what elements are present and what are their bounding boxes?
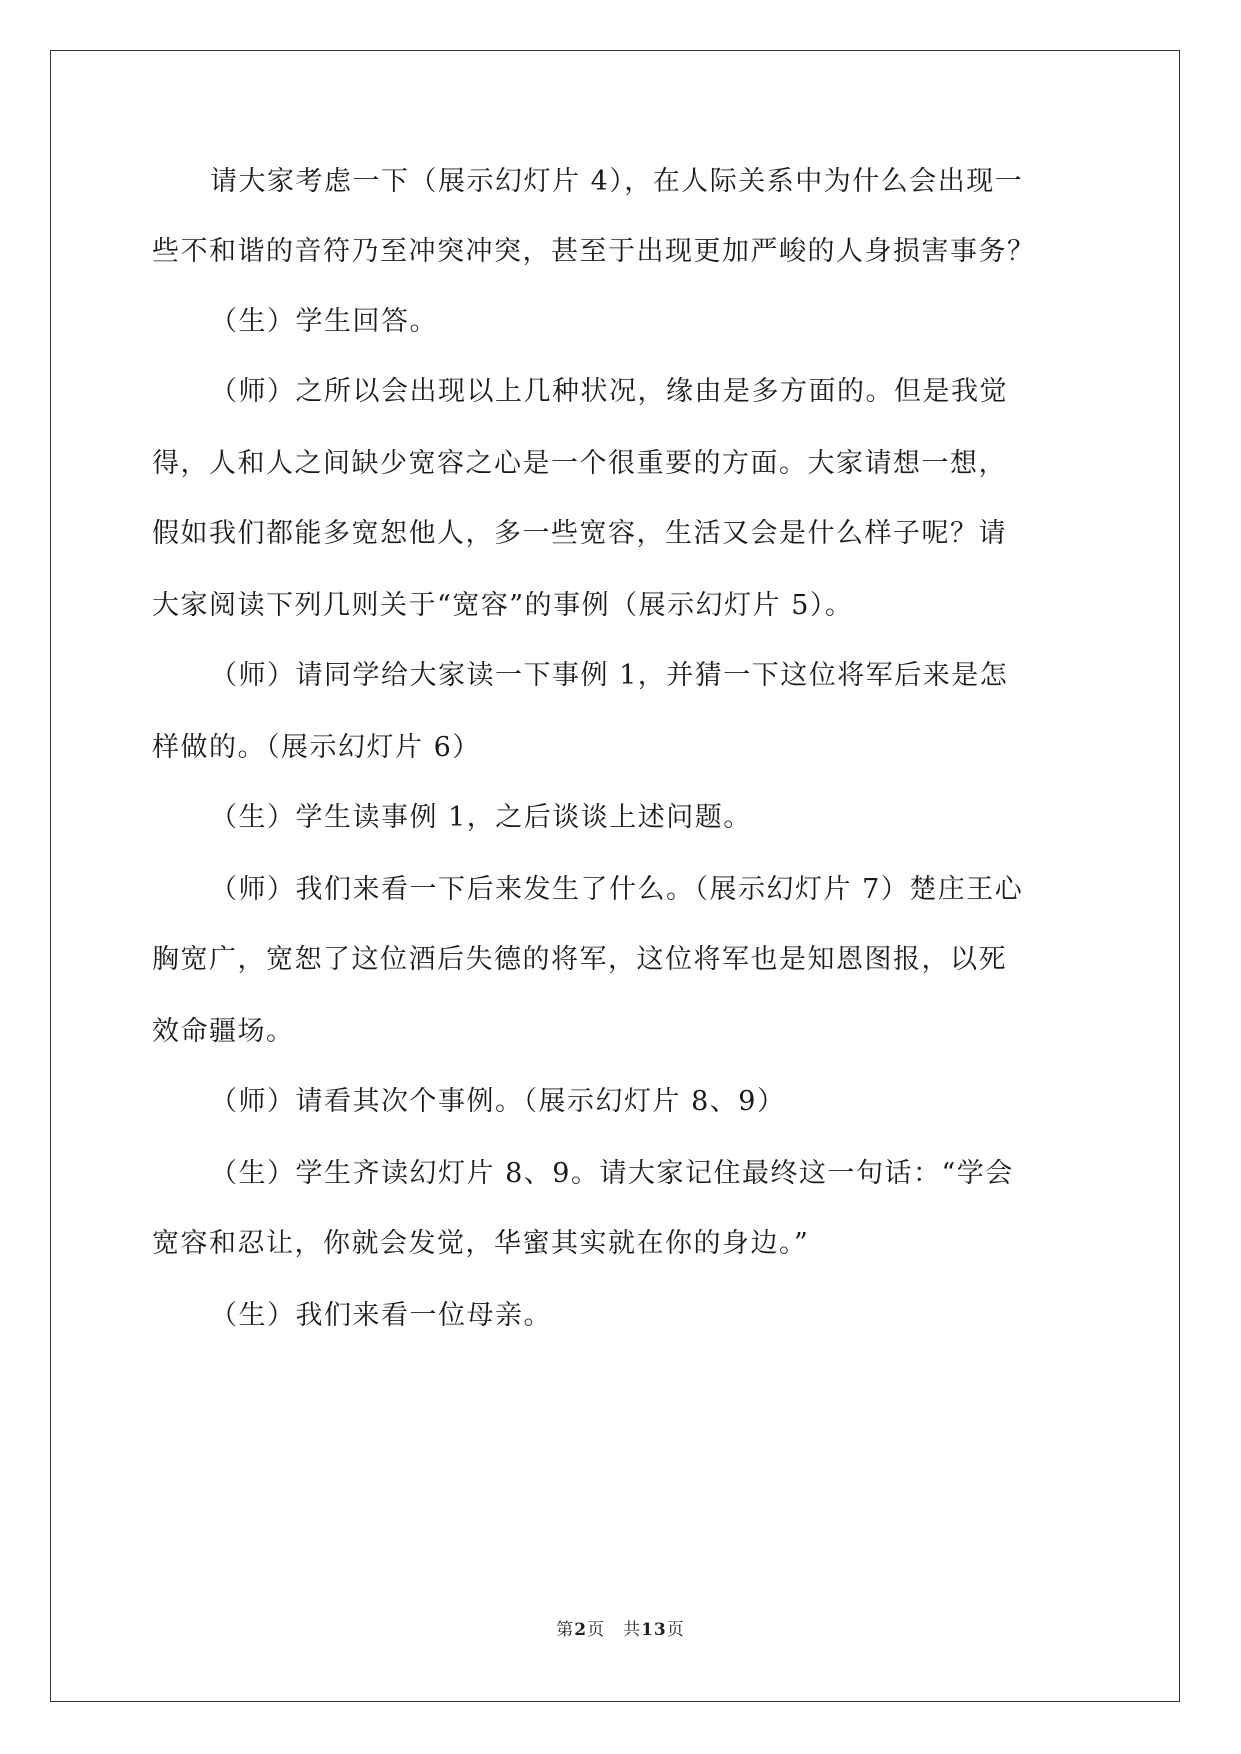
paragraph-line: （师）请看其次个事例。（展示幻灯片 8、9） [210, 1086, 786, 1117]
paragraph-line: 效命疆场。 [152, 1016, 295, 1047]
paragraph-line: （生）我们来看一位母亲。 [210, 1300, 552, 1331]
paragraph-line: （生）学生回答。 [210, 306, 438, 337]
paragraph-line: 请大家考虑一下（展示幻灯片 4），在人际关系中为什么会出现一 [210, 166, 1024, 197]
paragraph-line: 些不和谐的音符乃至冲突冲突，甚至于出现更加严峻的人身损害事务？ [152, 236, 1036, 267]
paragraph-line: 大家阅读下列几则关于“宽容”的事例（展示幻灯片 5）。 [152, 590, 854, 621]
paragraph-line: （师）请同学给大家读一下事例 1，并猜一下这位将军后来是怎 [210, 660, 1009, 691]
footer-current-page: 2 [574, 1620, 588, 1640]
page-footer [0, 1615, 1241, 1640]
footer-page-mid: 页 共 [587, 1620, 642, 1640]
paragraph-line: 假如我们都能多宽恕他人，多一些宽容，生活又会是什么样子呢？请 [152, 518, 1007, 549]
paragraph-line: 得，人和人之间缺少宽容之心是一个很重要的方面。大家请想一想， [152, 448, 1007, 479]
paragraph-line: （生）学生齐读幻灯片 8、9。请大家记住最终这一句话：“学会 [210, 1158, 1014, 1189]
paragraph-line: （师）之所以会出现以上几种状况，缘由是多方面的。但是我觉 [210, 376, 1008, 407]
footer-page-suffix: 页 [666, 1620, 685, 1640]
paragraph-line: 宽容和忍让，你就会发觉，华蜜其实就在你的身边。” [152, 1228, 810, 1259]
paragraph-line: （师）我们来看一下后来发生了什么。（展示幻灯片 7）楚庄王心 [210, 874, 1024, 905]
paragraph-line: 胸宽广，宽恕了这位酒后失德的将军，这位将军也是知恩图报，以死 [152, 944, 1007, 975]
paragraph-line: （生）学生读事例 1，之后谈谈上述问题。 [210, 802, 752, 833]
footer-page-prefix: 第 [556, 1620, 575, 1640]
paragraph-line: 样做的。（展示幻灯片 6） [152, 732, 481, 763]
footer-total-pages: 13 [641, 1620, 667, 1640]
